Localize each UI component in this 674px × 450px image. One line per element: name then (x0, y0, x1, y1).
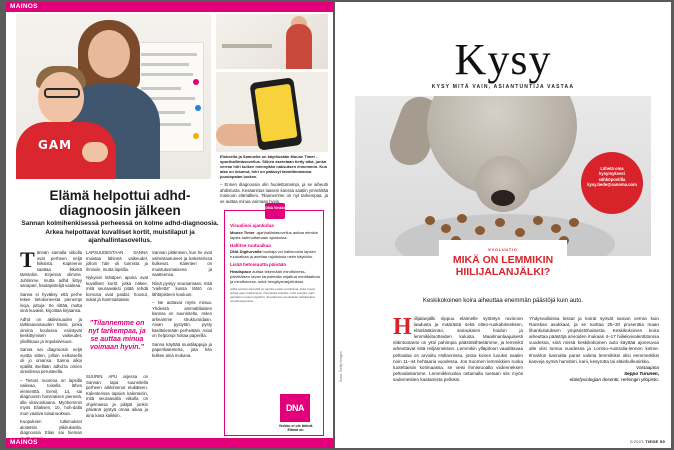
paragraph: Sanna ei hyväksy että perhe tekee tietokoneesta pienempi isoja, juttuja. Se riittää, mutta sinä kuvaisit, kirjoittaa kirjaansa. (20, 291, 82, 313)
page-footer (630, 439, 665, 444)
article-headline: Elämä helpottui adhd-diagnoosin jälkeen (49, 188, 191, 218)
answer-signature-title: eläinfysiologian dosentti, Helsingin yliopisto. (569, 376, 659, 382)
tip-heading: Visualisoi ajankulua (230, 223, 274, 228)
photo-caption: Elsbeella ja Samuella on käytössään Mouse Timer -sporthallintasovellus. Siihen asetetaan tietty aika, jonka verran hiiri kulkee mennyään naksutsen ennemmin. Kun aika on loiumut, hiiri on päässyt tavoittimmansa juustopalan luokse. (220, 154, 328, 179)
question-box (439, 240, 567, 300)
dna-slogan: Verkko ei ole tärkeä. Elämä on. (278, 424, 314, 433)
paragraph: Kuopuksen tutkimukset aloitettiin ylikiruksella, diagnoosia Elias sai hieman (20, 419, 82, 435)
article-column-2 (86, 250, 148, 306)
side-photo-phone (216, 72, 328, 152)
article-column-2-bottom (86, 374, 148, 421)
answer-column-2 (529, 316, 659, 383)
paragraph: – Tietoni nuorena on lapsilla vaikeaa, toisella lähes elementtä. Eemil, 14, sai diagnoosin harvinaisen pienenä, alle viisivuotiaana. Myöhemmin myös Eliaksen, 10, hoh-dalla mun vaativa toisanuoksoa. (20, 377, 82, 416)
dna-tip-tab: DNA Vinkki (265, 203, 285, 219)
paragraph: ännän samalla viikolla ovat perheen neljä hiiksista. Kapteenin saattaa litkettä tämänkin. Kirjeissä olimme. Juhlimme, mutta adhd liittyy sanapari, hautapistelijä vaaleaa. (20, 250, 82, 288)
paragraph: Sanna käyttää muistilappuja ja paperikalenteria, jota hän kulkee aina mukana. (152, 341, 212, 358)
question-kicker: EVOLUUTIO (488, 248, 518, 252)
ad-label-top: MAINOS (6, 2, 333, 12)
question-lead: Keskikokoinen koira aiheuttaa enemmän päästöjä kuin auto. (422, 298, 584, 304)
dropcap: H (393, 314, 412, 340)
right-page (335, 2, 671, 448)
pull-quote: ”Tilannemme on nyt tarkempaa, ja se auttaa minua voimaan hyvin.” (88, 320, 146, 351)
answer-text: iilijalanjälki riippuu eläimelle syötetyn ravinnon laadusta ja määrästä sekä eläin-ruokabisneksen, eläinlääkinnän, sairauksien hoidon ja lemmikkituotteiden kulusta. Maailmanlaajuisesti eläintuotanto on yksi pahimpia päästölähteitämme, ja lemmikit aiheuttavat siitä reiljänneksen. Lemmikin ylläpitoon vaadittavaa peltoalaa on arvioitu Hollannissa, jossa koiren luvuksi saatiin noin 11–44 hehtaaria vuodessa. Jos Suomen lemmikkien ruoka tuotettaisiin kotimaassa, se veisi ihmisruoalla viidenneksen peltoalastamme. Lemmikkiruokia ostamalla tuetaan siis myös sademetsien kaatamista pelloksi. (393, 316, 523, 382)
shirt-print: GAM (38, 138, 73, 152)
side-photo-top (216, 14, 328, 69)
article-column-4: – Ennen diagnoosia olin huolettomampi, ja se aiheutti ahdistusta. Kesäaristus laaseni kanssa saatiin ymmärtää mainoon elämälleni. Tilannemme on nyt tarkempaa, ja se auttaa minua voimaan hyvin. (220, 182, 328, 204)
left-page (6, 2, 333, 448)
article-column-3 (152, 250, 212, 361)
footer-date: 2/2023 (629, 439, 644, 444)
family-photo (16, 14, 211, 179)
paragraph: Niinä pystyy seuraamaan, mitä ”vaihetta” kussa lähtö on lähtöpisteen kouluun. (152, 280, 212, 297)
section-title: Kysy (454, 35, 552, 84)
paragraph: Sanna sai diagnoosin neljä vuotta sitten, jolloin esikoisella oli jo omansa. Sanna alkoi epäillä itsellään adhd:ta omien oireidensa perusteella. (20, 347, 82, 374)
tip-text: Mouse Timer -ajanhallintasovellus auttaa etenkin lapsia hahmottamaan ajankulua. (230, 229, 318, 240)
tip-heading: Hallitse ruutuaikaa (230, 242, 271, 248)
footer-page-number: 59 (659, 439, 665, 444)
answer-role: Vastaajana (636, 364, 659, 370)
tip-small-print: Adhd-oireista kärsivillä on tarjolla useita sovelluksia, jotka voivat auttaa arjen hallinnassa. Kannattaa kokeilla, mikä sovellus sopii parhaiten omaan käyttöön. Sovelluksia suositellaan ladattavaksi sovelluskaupasta. (230, 286, 315, 303)
paragraph: LAPSUUDESTAAN SANNA muistaa lähinnä vaikeudet, jolloin hän oli tunnista ja ihmisiin, mutta lapsilla. (86, 250, 148, 272)
tip-text: Headspace auttaa tekemään mindfulness-päivittäisen tavan tarjoamalla ohjattua meditaatiota ja mindfulness- sekä hengitysharjoituksia. (230, 268, 320, 284)
question-title: MIKÄ ON LEMMIKIN HIILIJALANJÄLKI? (452, 254, 554, 278)
answer-text: Yhdysvalloissa kissat ja koirat syövät saman verran kuin Ranskan asukkaat, ja se tuottaa 25–30 prosenttia maan lihankulutuksen ympäristöhaitoista. Keskikokoinen koira aiheuttaa päästöjä arvioiden mukaan 4–17 hiiliekvivalenttitonnia vuodessa, sinä missä keskikokoinen auto käyttää ajoneuvoa alle viisi tonnia vuodessa ja Lontoo-Australia-lennon kolme. Ilmaston kannalta paras valinta lemmikiksi olisi eemmerkiksi kasveja syövä hamsteri, kani, kesyrotta tai eläinkulkusirkka. (529, 316, 659, 364)
photo-credit: Kuva: Getty Images (339, 351, 343, 382)
paragraph: Adhd on aktiivisuuden ja tarkkaavaisuuden häiriö, jonka oireina koulussa esiintyvät keskittymisen vaikeudet, ylivilkkaus ja impulsiivisuus. (20, 316, 82, 344)
tip-text: DNA Digiturvalla huoltaja voi hallinnoida lapsen ruutuaikaa ja asettaa rajoituksia netin käyttöön. (230, 249, 316, 259)
dna-logo: DNA (280, 394, 310, 422)
paragraph: SUURIN APU arjessa on Sannan tapa suunnitella perheen arkkimenot etukäteen. Kalenterissa lapsien kalenteriin, mitä seuraavalla viikolla on ohjelmassa ja pitäjät jonkin päivänä pystyä omaa aikaa ja aina kasa kaikkiin. (86, 374, 148, 418)
answer-signature-name: Seppo Turunen, (624, 370, 659, 376)
ad-label-bottom: MAINOS (6, 438, 333, 448)
paragraph: Sannan pitäminen, kun he ovat valmistautuneet ja kalenterissa kulkevat. Kalenteri on muistutusmaisena ja vaatteensa. (152, 250, 212, 277)
answer-column-1 (393, 316, 523, 383)
article-column-1 (20, 247, 82, 444)
paragraph: Nykyisin lähiäpen apuna ovat kuvalliset kortit, jotka näkee, mitä seuraavaksi pitää tehdä korvusa ovat paidat, housut, sukat ja hammastasiat. (86, 275, 148, 302)
tip-heading: Lisää tietoisuutta päivään (230, 262, 287, 267)
article-subheadline: Sannan kolmihenkisessä perheessä on kolme adhd-diagnoosia. Arkea helpottavat kuvalliset kortit, muistilaput ja ajanhallintasovellus. (21, 220, 219, 244)
dropcap: T (20, 247, 35, 272)
paragraph: – Ne auttavat myös minua. Yhdessä ammattilaisten kanssa on suunniteltu, miten arkeamme strukturoidaan. Aivan pystytän, pysty käsittelemään perheittäin. Asiat on helpompi hoitaa paperilla. (152, 300, 212, 338)
footer-magazine: TIEDE (645, 439, 659, 444)
section-subtitle: KYSY MITÄ VAIN, ASIANTUNTIJA VASTAA (431, 84, 575, 90)
submit-question-badge: Lähetä oma kysymyksesi sähköpostilla kysy.tiede@sanoma.com (581, 152, 643, 214)
